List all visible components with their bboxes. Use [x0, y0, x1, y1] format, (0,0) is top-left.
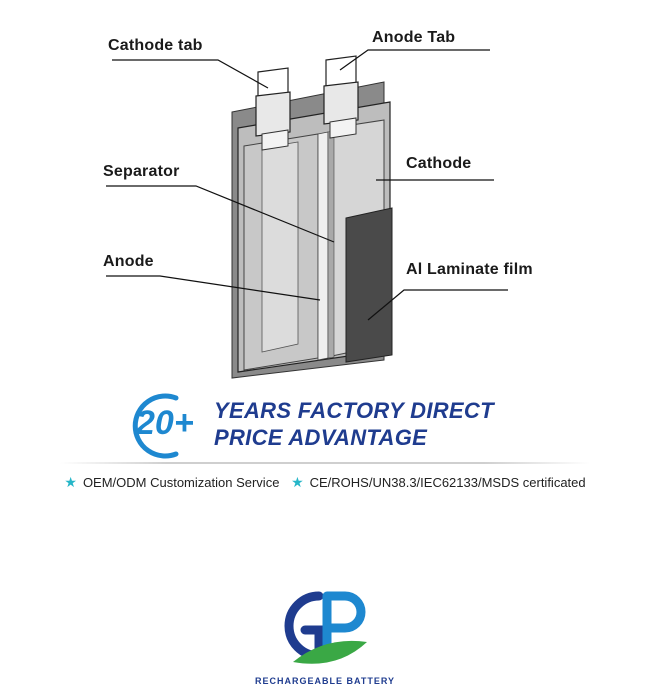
- badge-line-1: YEARS FACTORY DIRECT: [214, 398, 494, 423]
- feature-item-oem: [64, 474, 279, 491]
- anode-tab-base: [324, 82, 358, 124]
- label-anode-tab: Anode Tab: [372, 29, 456, 46]
- feature-item-cert: [291, 474, 586, 491]
- label-cathode-tab: Cathode tab: [108, 37, 203, 54]
- divider: [60, 462, 590, 464]
- feature-text-cert: CE/ROHS/UN38.3/IEC62133/MSDS certificated: [309, 475, 586, 490]
- feature-text-oem: OEM/ODM Customization Service: [82, 475, 280, 490]
- star-icon: ★: [64, 474, 77, 490]
- gp-logo-icon: [275, 582, 375, 672]
- star-icon: ★: [291, 474, 304, 490]
- label-separator: Separator: [103, 163, 180, 180]
- laminate-edge: [346, 208, 392, 362]
- separator-strip-2: [328, 131, 334, 358]
- logo-tagline: RECHARGEABLE BATTERY: [254, 676, 395, 686]
- feature-list: [0, 474, 650, 491]
- cathode-tab-clip: [262, 130, 288, 150]
- label-anode: Anode: [103, 253, 154, 270]
- anode-tab-clip: [330, 118, 356, 138]
- leader-cathode-tab: [112, 60, 268, 88]
- cathode-tab-base: [256, 92, 290, 136]
- badge-number: 20+: [136, 404, 194, 442]
- badge-line-2: PRICE ADVANTAGE: [214, 425, 428, 450]
- label-al-laminate: Al Laminate film: [406, 261, 533, 278]
- label-cathode: Cathode: [406, 155, 472, 172]
- separator-strip-1: [318, 132, 328, 360]
- leader-anode-tab: [340, 50, 490, 70]
- anode-strip: [262, 142, 298, 352]
